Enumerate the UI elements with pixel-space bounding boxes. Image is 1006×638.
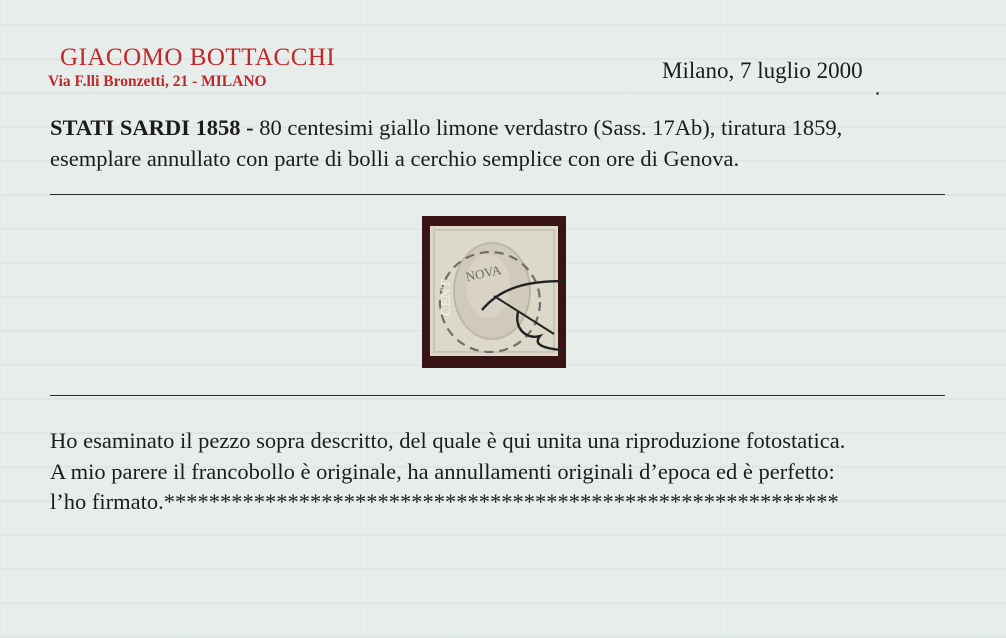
stamp-image [422, 216, 566, 368]
certificate-date: Milano, 7 luglio 2000 [662, 58, 863, 83]
stamp-cancel-text: NOVA [464, 262, 503, 285]
statement-line-1: Ho esaminato il pezzo sopra descritto, del quale è qui unita una riproduzione fotostatica. [50, 428, 846, 453]
divider-top [50, 194, 945, 195]
statement-line-3: l’ho firmato.************************************************************ [50, 489, 839, 514]
ink-dot [876, 92, 879, 95]
stamp-description [50, 112, 842, 174]
description-line-1-rest: 80 centesimi giallo limone verdastro (Sass. 17Ab), tiratura 1859, [253, 115, 843, 140]
stamp-value-text: CENT [439, 279, 454, 316]
divider-bottom [50, 395, 945, 396]
issuer-name: GIACOMO BOTTACCHI [60, 44, 336, 71]
expert-statement [50, 426, 845, 518]
stamp-photo [422, 216, 566, 368]
statement-line-2: A mio parere il francobollo è originale, ha annullamenti originali d’epoca ed è perfetto: [50, 458, 835, 484]
description-line-2: esemplare annullato con parte di bolli a cerchio semplice con ore di Genova. [50, 146, 740, 171]
description-line-1 [50, 112, 842, 143]
issuer-address: Via F.lli Bronzetti, 21 - MILANO [48, 73, 267, 90]
description-lead: STATI SARDI 1858 - [50, 115, 254, 140]
